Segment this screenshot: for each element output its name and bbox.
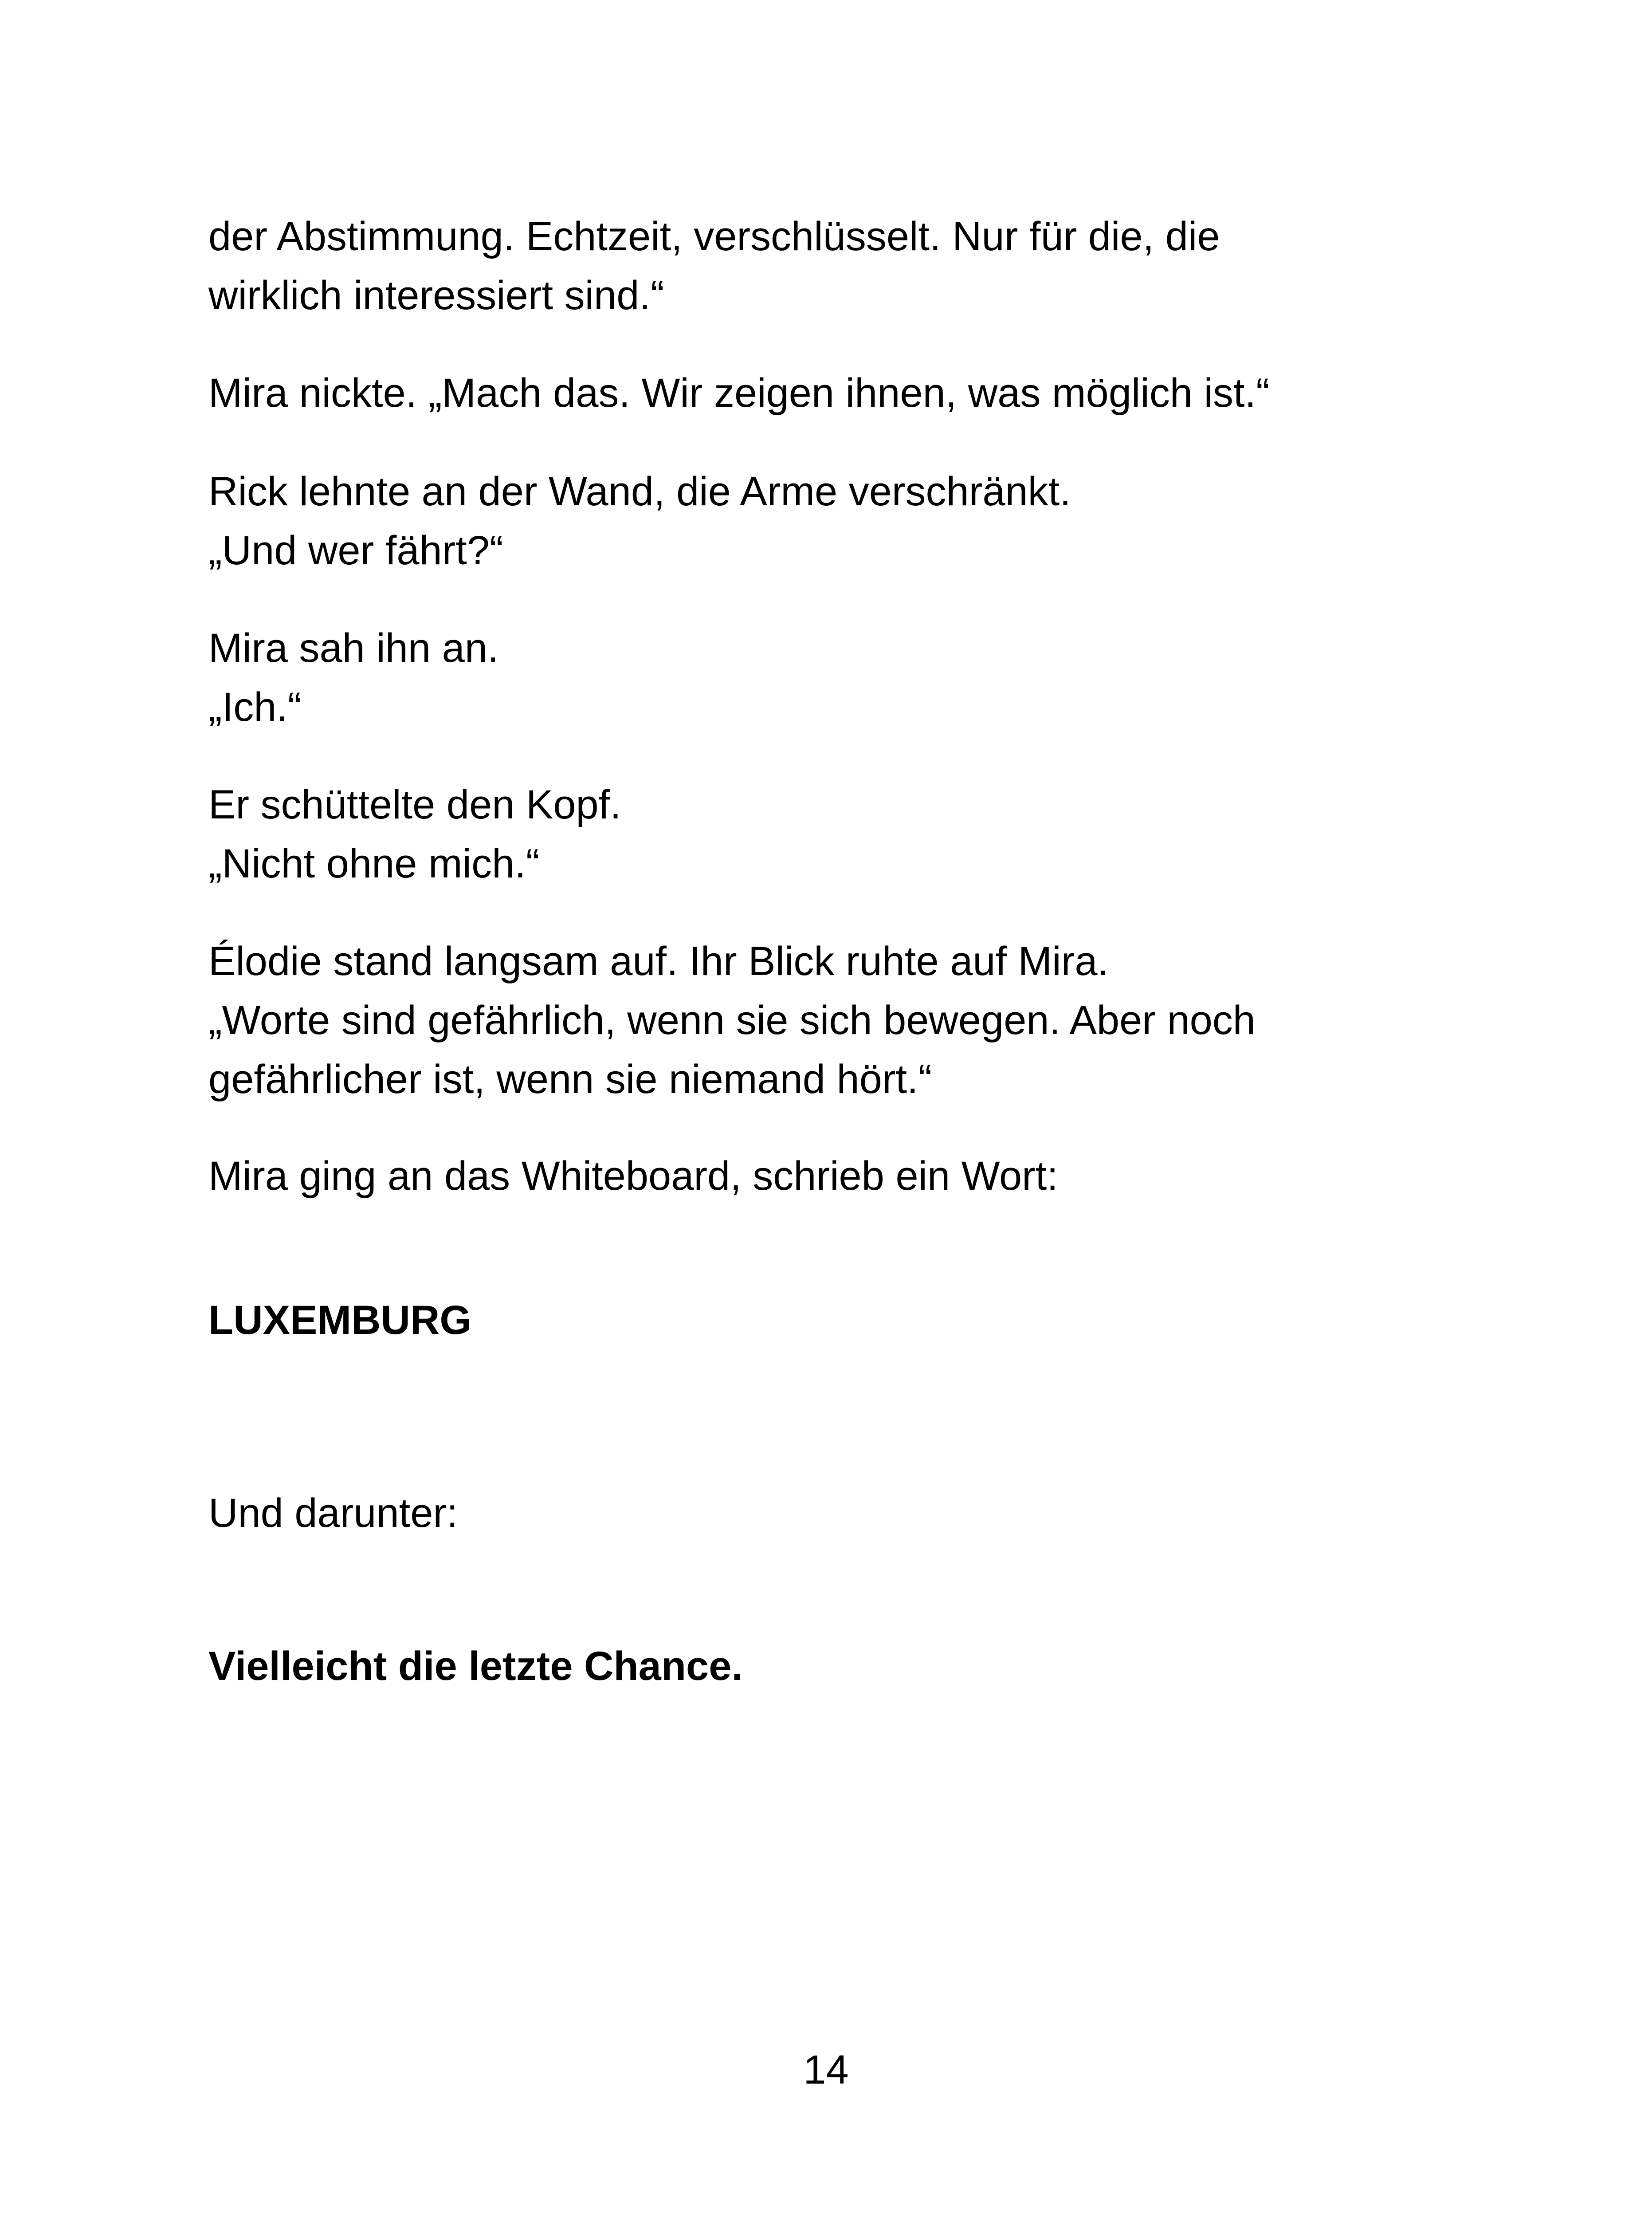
paragraph: Élodie stand langsam auf. Ihr Blick ruhte auf Mira. „Worte sind gefährlich, wenn sie sich bewegen. Aber noch gefährlicher ist, wenn sie niemand hört.“ [208, 939, 1256, 1102]
paragraph: Er schüttelte den Kopf. „Nicht ohne mich.“ [208, 782, 621, 886]
paragraph: Mira nickte. „Mach das. Wir zeigen ihnen, was möglich ist.“ [208, 370, 1270, 416]
whiteboard-word: LUXEMBURG [208, 1298, 471, 1343]
paragraph: Mira ging an das Whiteboard, schrieb ein Wort: [208, 1153, 1058, 1199]
paragraph: der Abstimmung. Echtzeit, verschlüsselt. Nur für die, die wirklich interessiert sind.“ [208, 214, 1220, 318]
paragraph: Und darunter: [208, 1490, 458, 1536]
paragraph: Mira sah ihn an. „Ich.“ [208, 625, 499, 730]
paragraph: Rick lehnte an der Wand, die Arme verschränkt. „Und wer fährt?“ [208, 469, 1071, 573]
closing-line: Vielleicht die letzte Chance. [208, 1644, 743, 1689]
page-number: 14 [803, 2047, 849, 2092]
